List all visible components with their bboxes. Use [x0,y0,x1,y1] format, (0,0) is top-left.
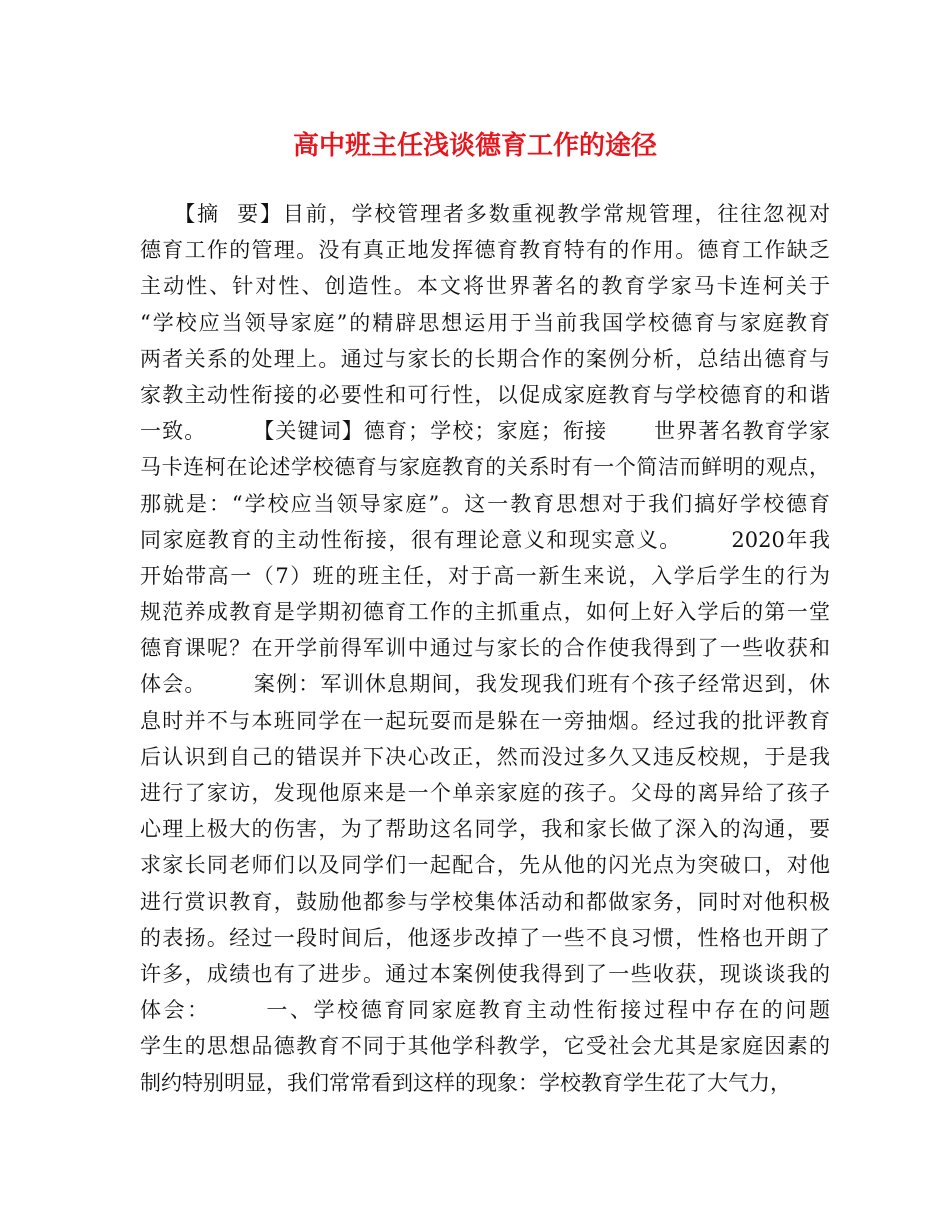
body-line: 同家庭教育的主动性衔接，很有理论意义和现实意义。 2020年我 [140,527,830,552]
body-line: 进行赏识教育，鼓励他都参与学校集体活动和都做家务，同时对他积极 [140,889,830,914]
body-line: 息时并不与本班同学在一起玩耍而是躲在一旁抽烟。经过我的批评教育 [140,708,830,733]
body-line: 求家长同老师们以及同学们一起配合，先从他的闪光点为突破口，对他 [140,853,830,878]
document-body [140,196,830,1101]
body-line: 那就是：“学校应当领导家庭”。这一教育思想对于我们搞好学校德育 [140,491,830,516]
body-line: 家教主动性衔接的必要性和可行性，以促成家庭教育与学校德育的和谐 [140,382,830,407]
body-line: 两者关系的处理上。通过与家长的长期合作的案例分析，总结出德育与 [140,346,830,371]
body-line: 主动性、针对性、创造性。本文将世界著名的教育学家马卡连柯关于 [140,274,830,299]
body-line: 制约特别明显，我们常常看到这样的现象：学校教育学生花了大气力， [140,1070,791,1095]
body-line: 许多，成绩也有了进步。通过本案例使我得到了一些收获，现谈谈我的 [140,961,830,986]
body-line: 【摘 要】目前，学校管理者多数重视教学常规管理，往往忽视对 [140,202,830,226]
body-line: 开始带高一（7）班的班主任，对于高一新生来说，入学后学生的行为 [140,563,830,588]
body-line: 的表扬。经过一段时间后，他逐步改掉了一些不良习惯，性格也开朗了 [140,925,830,950]
body-line: 体会： 一、学校德育同家庭教育主动性衔接过程中存在的问题 [140,998,830,1023]
body-line: 德育课呢？在开学前得军训中通过与家长的合作使我得到了一些收获和 [140,636,830,661]
document-title: 高中班主任浅谈德育工作的途径 [292,131,657,161]
body-line: 学生的思想品德教育不同于其他学科教学，它受社会尤其是家庭因素的 [140,1034,830,1059]
body-line: 马卡连柯在论述学校德育与家庭教育的关系时有一个简洁而鲜明的观点， [140,455,830,480]
body-line: 体会。 案例：军训休息期间，我发现我们班有个孩子经常迟到，休 [140,672,830,697]
body-line: 德育工作的管理。没有真正地发挥德育教育特有的作用。德育工作缺乏 [140,238,830,263]
body-line: “学校应当领导家庭”的精辟思想运用于当前我国学校德育与家庭教育 [140,310,830,335]
body-line: 规范养成教育是学期初德育工作的主抓重点，如何上好入学后的第一堂 [140,600,830,625]
body-line: 后认识到自己的错误并下决心改正，然而没过多久又违反校规，于是我 [140,744,830,769]
body-line: 进行了家访，发现他原来是一个单亲家庭的孩子。父母的离异给了孩子 [140,781,830,805]
body-line: 一致。 【关键词】德育；学校；家庭；衔接 世界著名教育学家 [140,419,830,444]
body-line: 心理上极大的伤害，为了帮助这名同学，我和家长做了深入的沟通，要 [140,817,830,842]
